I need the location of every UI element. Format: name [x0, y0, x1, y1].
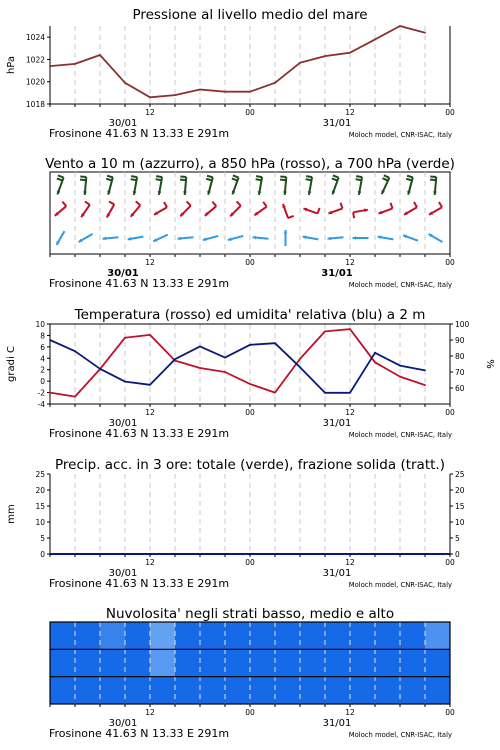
humidity-line-point: [124, 381, 126, 383]
y-tick-label: -4: [37, 400, 45, 409]
cloud-cell: [75, 649, 101, 677]
y-tick-label: 1024: [25, 33, 45, 43]
panel-title: Temperatura (rosso) ed umidita' relativa (blu) a 2 m: [74, 307, 426, 323]
cloud-cell: [150, 622, 176, 650]
humidity-line-point: [374, 352, 376, 354]
wind-850-arrow-barb: [136, 201, 141, 205]
wind-10m-arrow-head: [253, 236, 257, 240]
x-tick-label: 00: [245, 408, 255, 417]
wind-10m-arrow: [328, 236, 344, 240]
panel-title: Pressione al livello medio del mare: [132, 7, 368, 23]
y-tick-label: 1022: [25, 55, 45, 65]
pressure-line-point: [424, 32, 426, 34]
cloud-cell: [125, 677, 151, 705]
x-tick-label: 00: [445, 408, 455, 417]
wind-850-arrow: [131, 201, 141, 216]
wind-700-arrow-barb: [430, 180, 436, 181]
wind-10m-arrow: [353, 236, 369, 240]
temperature-line-point: [149, 334, 151, 336]
wind-850-arrow: [353, 208, 368, 218]
temperature-line-point: [74, 396, 76, 398]
wind-700-arrow-barb: [156, 176, 162, 177]
date-label: 31/01: [322, 568, 352, 579]
x-tick-label: 00: [445, 258, 455, 267]
panel-1: [6, 7, 455, 140]
temperature-line-point: [224, 371, 226, 373]
date-label: 31/01: [321, 268, 353, 279]
humidity-line-point: [224, 357, 226, 359]
y-tick-label-right: 80: [455, 352, 465, 361]
y-tick-label-right: 20: [455, 486, 465, 495]
wind-850-arrow: [282, 204, 293, 218]
cloud-cell: [225, 649, 251, 677]
date-label: 31/01: [322, 718, 352, 729]
temperature-line-point: [274, 392, 276, 394]
panel-2: [45, 156, 455, 290]
wind-10m-arrow: [228, 236, 243, 241]
wind-700-arrow: [206, 176, 213, 195]
pressure-line-point: [349, 52, 351, 54]
wind-700-arrow: [131, 176, 137, 195]
wind-850-arrow-barb: [288, 216, 294, 218]
cloud-cell: [225, 622, 251, 650]
cloud-cell: [50, 677, 76, 705]
cloud-cell: [125, 649, 151, 677]
cloud-cell: [300, 677, 326, 705]
panel-title: Precip. acc. in 3 ore: totale (verde), frazione solida (tratt.): [55, 457, 445, 473]
cloud-cell: [375, 649, 401, 677]
model-credit: Moloch model, CNR-ISAC, Italy: [348, 131, 452, 139]
date-label: 30/01: [108, 418, 138, 429]
wind-700-arrow-barb: [384, 175, 389, 178]
y-tick-label: 25: [35, 470, 45, 479]
x-tick-label: 00: [445, 108, 455, 117]
cloud-cell: [350, 649, 376, 677]
pressure-line-point: [274, 82, 276, 84]
wind-850-arrow: [230, 201, 241, 216]
wind-700-arrow-barb: [180, 177, 186, 178]
wind-700-arrow-barb: [106, 179, 112, 181]
cloud-cell: [350, 622, 376, 650]
wind-850-arrow: [303, 208, 319, 214]
wind-700-arrow-barb: [356, 179, 362, 180]
temperature-line-point: [399, 376, 401, 378]
pressure-line-point: [299, 62, 301, 64]
x-tick-label: 12: [345, 108, 355, 117]
temperature-line-point: [124, 337, 126, 339]
y-tick-label-right: 60: [455, 384, 465, 393]
wind-850-arrow: [404, 202, 417, 215]
humidity-line: [50, 340, 425, 393]
wind-10m-arrow: [403, 235, 418, 241]
x-tick-label: 00: [445, 558, 455, 567]
cloud-cell: [50, 622, 76, 650]
wind-700-arrow-barb: [80, 177, 86, 178]
x-tick-label: 00: [245, 258, 255, 267]
cloud-cell: [350, 677, 376, 705]
wind-700-arrow-barb: [232, 178, 238, 180]
wind-700-arrow-barb: [131, 176, 137, 177]
wind-700-arrow: [180, 177, 187, 195]
wind-10m-arrow: [303, 235, 319, 239]
humidity-line-point: [149, 384, 151, 386]
wind-700-arrow-barb: [306, 179, 312, 180]
model-credit: Moloch model, CNR-ISAC, Italy: [348, 581, 452, 589]
panel-title: Nuvolosita' negli strati basso, medio e alto: [105, 606, 395, 622]
x-tick-label: 12: [145, 108, 155, 117]
cloud-cell: [250, 622, 276, 650]
wind-850-arrow-barb: [439, 202, 442, 207]
y-tick-label: 6: [40, 342, 45, 352]
panel-5: [49, 606, 455, 740]
panel-title: Vento a 10 m (azzurro), a 850 hPa (rosso), a 700 hPa (verde): [45, 156, 455, 172]
date-label: 30/01: [108, 118, 138, 129]
cloud-cell: [125, 622, 151, 650]
pressure-line-point: [249, 91, 251, 93]
y-tick-label: 4: [40, 354, 45, 364]
y-tick-label: -2: [37, 388, 45, 398]
y-tick-label-right: 90: [455, 336, 465, 345]
cloud-cell: [200, 622, 226, 650]
wind-700-arrow-head: [83, 191, 87, 195]
y-tick-label-right: 25: [455, 470, 465, 479]
cloud-cell: [100, 622, 126, 650]
x-tick-label: 12: [145, 408, 155, 417]
humidity-line-point: [399, 365, 401, 367]
wind-700-arrow-barb: [131, 179, 137, 180]
cloud-cell: [200, 649, 226, 677]
y-tick-label: 1020: [25, 77, 45, 87]
y-tick-label-right: 10: [455, 518, 465, 527]
location-label: Frosinone 41.63 N 13.33 E 291m: [49, 727, 230, 740]
cloud-cell: [175, 677, 201, 705]
x-tick-label: 12: [345, 708, 355, 717]
y-tick-label: 0: [40, 550, 45, 559]
wind-850-arrow: [55, 202, 66, 216]
x-tick-label: 12: [145, 558, 155, 567]
temperature-line-point: [49, 392, 51, 394]
cloud-cell: [50, 649, 76, 677]
cloud-cell: [375, 622, 401, 650]
y-tick-label: 8: [40, 331, 45, 341]
wind-850-arrow-barb: [62, 202, 66, 207]
y-tick-label: 1018: [25, 100, 45, 109]
cloud-cell: [425, 622, 451, 650]
wind-10m-arrow-head: [284, 230, 288, 234]
x-tick-label: 00: [245, 108, 255, 117]
date-label: 30/01: [108, 568, 138, 579]
cloud-cell: [225, 677, 251, 705]
wind-850-arrow-barb: [237, 201, 241, 205]
location-label: Frosinone 41.63 N 13.33 E 291m: [49, 427, 230, 440]
cloud-cell: [100, 649, 126, 677]
pressure-line-point: [324, 55, 326, 57]
y-tick-label: 20: [35, 486, 45, 495]
wind-850-arrow-barb: [390, 203, 392, 209]
wind-10m-arrow: [429, 234, 443, 242]
temperature-line-point: [249, 383, 251, 385]
x-tick-label: 12: [345, 408, 355, 417]
pressure-line-point: [49, 65, 51, 67]
cloud-cell: [275, 622, 301, 650]
cloud-cell: [150, 649, 176, 677]
wind-10m-arrow: [203, 236, 218, 241]
wind-10m-arrow-head: [353, 236, 357, 240]
wind-700-arrow-head: [433, 191, 437, 195]
cloud-cell: [300, 622, 326, 650]
wind-10m-arrow: [103, 236, 119, 240]
wind-700-arrow-barb: [256, 176, 262, 177]
humidity-line-point: [324, 392, 326, 394]
humidity-line-point: [174, 358, 176, 360]
humidity-line-point: [249, 344, 251, 346]
wind-700-arrow: [280, 177, 287, 195]
wind-700-arrow-head: [183, 191, 187, 195]
wind-700-arrow: [356, 176, 362, 195]
wind-700-arrow: [80, 177, 87, 195]
temperature-line-point: [349, 328, 351, 330]
temperature-line-point: [299, 358, 301, 360]
y-axis-label: hPa: [6, 55, 17, 75]
cloud-cell: [150, 677, 176, 705]
model-credit: Moloch model, CNR-ISAC, Italy: [348, 281, 452, 289]
cloud-cell: [325, 649, 351, 677]
cloud-cell: [175, 622, 201, 650]
location-label: Frosinone 41.63 N 13.33 E 291m: [49, 127, 230, 140]
wind-850-arrow-barb: [164, 202, 167, 207]
cloud-cell: [425, 649, 451, 677]
cloud-cell: [250, 649, 276, 677]
pressure-line-point: [124, 82, 126, 84]
y-axis-label: mm: [6, 504, 17, 524]
wind-700-arrow-barb: [333, 175, 339, 177]
humidity-line-point: [49, 339, 51, 341]
wind-700-arrow-barb: [107, 176, 113, 178]
cloud-cell: [200, 677, 226, 705]
y-tick-label: 0: [40, 377, 45, 387]
wind-850-arrow-barb: [414, 202, 417, 207]
location-label: Frosinone 41.63 N 13.33 E 291m: [49, 277, 230, 290]
pressure-line-point: [399, 25, 401, 27]
x-tick-label: 12: [145, 708, 155, 717]
wind-850-arrow-barb: [263, 202, 266, 207]
cloud-cell: [275, 677, 301, 705]
y-axis-label: gradi C: [6, 346, 17, 382]
wind-850-arrow-barb: [109, 202, 114, 205]
cloud-cell: [425, 677, 451, 705]
y-tick-label-right: 100: [455, 320, 470, 329]
cloud-cell: [400, 649, 426, 677]
wind-10m-arrow: [57, 231, 65, 245]
humidity-line-point: [424, 370, 426, 372]
cloud-cell: [75, 677, 101, 705]
wind-700-arrow-barb: [180, 180, 186, 181]
wind-700-arrow-barb: [207, 176, 213, 178]
humidity-line-point: [349, 392, 351, 394]
wind-700-arrow: [106, 176, 113, 195]
y-tick-label-right: 70: [455, 368, 465, 377]
wind-850-arrow-barb: [187, 201, 191, 205]
x-tick-label: 00: [245, 708, 255, 717]
wind-850-arrow: [254, 202, 266, 216]
wind-700-arrow-barb: [57, 178, 63, 180]
wind-700-arrow-barb: [233, 175, 239, 177]
humidity-line-point: [199, 346, 201, 348]
y-tick-label: 10: [35, 320, 45, 329]
wind-700-arrow: [156, 176, 162, 195]
wind-10m-arrow: [284, 230, 288, 246]
wind-700-arrow-barb: [430, 177, 436, 178]
wind-700-arrow-barb: [280, 177, 286, 178]
model-credit: Moloch model, CNR-ISAC, Italy: [348, 731, 452, 739]
wind-700-arrow-barb: [256, 179, 262, 180]
date-label: 31/01: [322, 118, 352, 129]
wind-850-arrow-barb: [340, 203, 342, 209]
wind-700-arrow: [406, 176, 413, 195]
wind-700-arrow-barb: [280, 180, 286, 181]
wind-700-arrow: [232, 175, 239, 194]
wind-700-arrow: [430, 177, 437, 195]
y-tick-label: 2: [40, 365, 45, 375]
wind-700-arrow-barb: [406, 179, 412, 181]
wind-700-arrow-barb: [407, 176, 413, 178]
x-tick-label: 12: [345, 558, 355, 567]
wind-850-arrow-barb: [318, 208, 320, 214]
cloud-cell: [75, 622, 101, 650]
date-label: 30/01: [107, 268, 139, 279]
wind-700-arrow: [57, 175, 64, 194]
wind-700-arrow-barb: [306, 176, 312, 177]
y-axis-label-right: %: [484, 359, 495, 369]
cloud-cell: [400, 622, 426, 650]
wind-10m-arrow-head: [328, 236, 332, 240]
wind-10m-arrow-head: [103, 236, 107, 240]
wind-700-arrow-barb: [58, 175, 64, 177]
pressure-line-point: [149, 96, 151, 98]
y-tick-label: 10: [35, 518, 45, 527]
wind-850-arrow-barb: [85, 201, 90, 204]
y-tick-label-right: 15: [455, 502, 465, 511]
wind-850-arrow: [429, 202, 442, 215]
temperature-line-point: [324, 331, 326, 333]
wind-850-arrow: [180, 201, 191, 216]
wind-700-arrow-barb: [356, 176, 362, 177]
wind-850-arrow: [378, 203, 392, 214]
wind-850-arrow: [107, 202, 115, 218]
wind-850-arrow: [328, 203, 342, 214]
cloud-cell: [250, 677, 276, 705]
panel-3: [6, 307, 495, 440]
model-credit: Moloch model, CNR-ISAC, Italy: [348, 431, 452, 439]
pressure-line-point: [74, 63, 76, 65]
wind-850-arrow-barb: [353, 212, 354, 218]
wind-850-arrow: [81, 201, 90, 217]
cloud-cell: [325, 677, 351, 705]
pressure-line-point: [374, 38, 376, 40]
wind-700-arrow-barb: [383, 178, 388, 181]
wind-700-arrow: [381, 175, 389, 194]
pressure-line: [50, 26, 425, 97]
x-tick-label: 00: [245, 558, 255, 567]
wind-700-arrow-barb: [332, 178, 338, 180]
wind-10m-arrow: [253, 236, 269, 240]
location-label: Frosinone 41.63 N 13.33 E 291m: [49, 577, 230, 590]
y-tick-label-right: 5: [455, 534, 460, 543]
humidity-line-point: [99, 368, 101, 370]
wind-700-arrow: [306, 176, 312, 195]
temperature-line-point: [374, 361, 376, 363]
cloud-cell: [175, 649, 201, 677]
temperature-line-point: [199, 367, 201, 369]
wind-10m-arrow: [178, 236, 194, 240]
x-tick-label: 00: [445, 708, 455, 717]
x-tick-label: 12: [345, 258, 355, 267]
wind-10m-arrow: [79, 234, 93, 242]
wind-700-arrow-barb: [80, 180, 86, 181]
wind-10m-arrow: [378, 235, 394, 239]
wind-700-arrow: [332, 175, 339, 194]
cloud-cell: [375, 677, 401, 705]
pressure-line-point: [224, 91, 226, 93]
date-label: 31/01: [322, 418, 352, 429]
temperature-line-point: [424, 384, 426, 386]
wind-850-arrow: [154, 202, 167, 215]
cloud-cell: [300, 649, 326, 677]
wind-10m-arrow: [153, 235, 168, 242]
cloud-cell: [325, 622, 351, 650]
wind-850-arrow-barb: [212, 202, 216, 207]
wind-10m-arrow-head: [178, 236, 182, 240]
humidity-line-point: [299, 366, 301, 368]
y-tick-label-right: 0: [455, 550, 460, 559]
y-tick-label: 5: [40, 534, 45, 543]
wind-700-arrow-head: [283, 191, 287, 195]
wind-700-arrow-barb: [206, 179, 212, 181]
y-tick-label: 15: [35, 502, 45, 511]
x-tick-label: 12: [145, 258, 155, 267]
pressure-line-point: [199, 89, 201, 91]
pressure-line-point: [99, 54, 101, 56]
wind-850-arrow: [205, 202, 216, 216]
panel-4: [6, 457, 465, 590]
wind-700-arrow: [256, 176, 262, 195]
pressure-line-point: [174, 94, 176, 96]
cloud-cell: [400, 677, 426, 705]
date-label: 30/01: [108, 718, 138, 729]
cloud-cell: [100, 677, 126, 705]
wind-10m-arrow: [128, 237, 144, 241]
humidity-line-point: [274, 342, 276, 344]
humidity-line-point: [74, 350, 76, 352]
cloud-cell: [275, 649, 301, 677]
wind-700-arrow-barb: [156, 179, 162, 180]
